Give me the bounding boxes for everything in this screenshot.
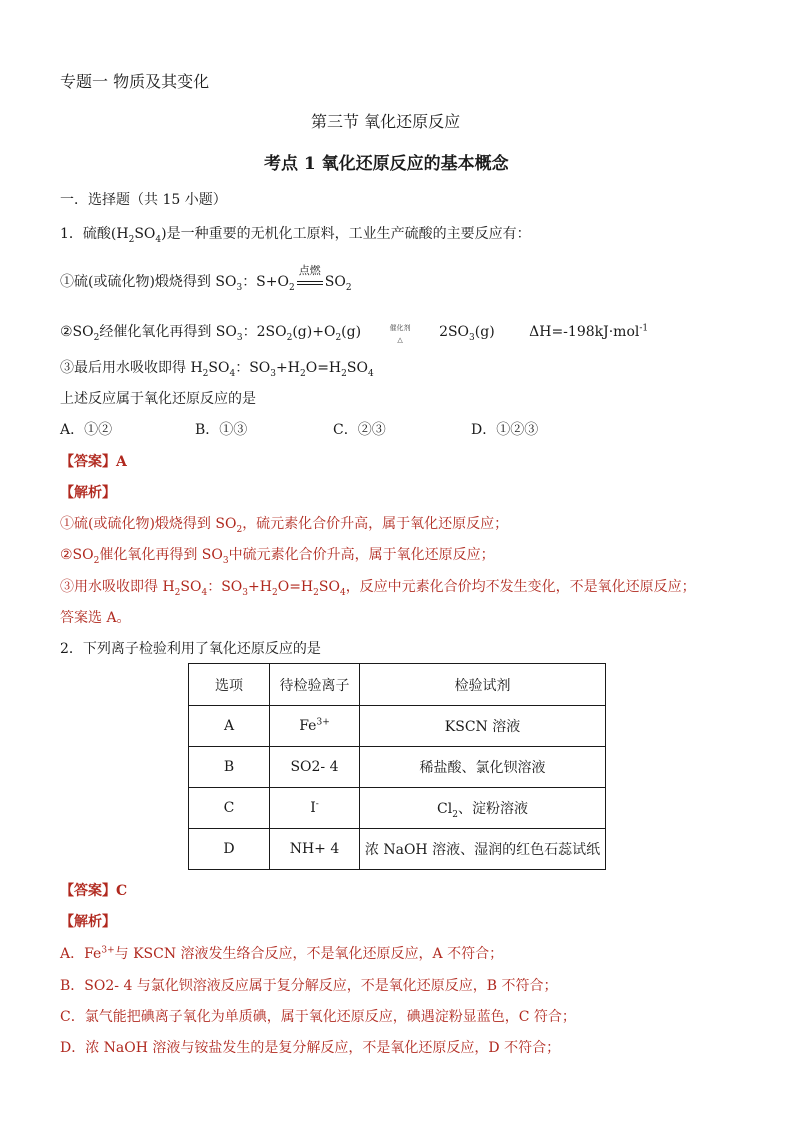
q1-option-d: D．①②③ xyxy=(471,422,539,438)
q1-stem: 1．硫酸$(H_2SO_4)$是一种重要的无机化工原料，工业生产硫酸的主要反应有： xyxy=(60,226,531,245)
q1-step3: ③最后用水吸收即得 $H_2SO_4$：$SO_3+H_2O=H_2SO_4$ xyxy=(60,360,374,379)
table-cell: I- xyxy=(270,788,360,829)
table-cell: KSCN 溶液 xyxy=(360,706,606,747)
table-cell: A xyxy=(189,706,270,747)
q1-answer: 【答案】A xyxy=(60,454,127,470)
q2-analysis-a: A．$Fe^{3+}$与 KSCN 溶液发生络合反应，不是氧化还原反应，A 不符合； xyxy=(60,945,504,962)
q1-analysis-2: $②SO_2$催化氧化再得到 $SO_3$中硫元素化合价升高，属于氧化还原反应； xyxy=(60,547,495,566)
q2-analysis-d: D．浓 NaOH 溶液与铵盐发生的是复分解反应，不是氧化还原反应，D 不符合； xyxy=(60,1040,561,1056)
table-row xyxy=(189,788,606,829)
table-cell: 浓 NaOH 溶液、湿润的红色石蕊试纸 xyxy=(360,829,606,870)
q1-question: 上述反应属于氧化还原反应的是 xyxy=(60,391,256,407)
q1-option-c: C．②③ xyxy=(333,422,386,438)
q1-analysis-label: 【解析】 xyxy=(60,485,116,501)
reaction-arrow: 点燃 xyxy=(295,273,325,291)
part-title: 一．选择题（共 15 小题） xyxy=(60,192,227,208)
table-cell: NH+ 4 xyxy=(270,829,360,870)
q2-analysis-b: B．SO2- 4 与氯化钡溶液反应属于复分解反应，不是氧化还原反应，B 不符合； xyxy=(60,978,558,994)
table-cell: $Cl_2$、淀粉溶液 xyxy=(360,788,606,829)
table-cell: D xyxy=(189,829,270,870)
q2-analysis-c: C．氯气能把碘离子氧化为单质碘，属于氧化还原反应，碘遇淀粉显蓝色，C 符合； xyxy=(60,1009,576,1025)
table-cell: C xyxy=(189,788,270,829)
table-row xyxy=(189,706,606,747)
point-title: 考点 1 氧化还原反应的基本概念 xyxy=(264,154,509,174)
ion-test-table xyxy=(188,663,606,870)
q1-analysis-1: ①硫(或硫化物)煅烧得到 $SO_2$，硫元素化合价升高，属于氧化还原反应； xyxy=(60,516,509,535)
table-row xyxy=(189,829,606,870)
table-cell: 稀盐酸、氯化钡溶液 xyxy=(360,747,606,788)
q1-option-a: A．①② xyxy=(60,422,113,438)
table-cell: B xyxy=(189,747,270,788)
table-header-row xyxy=(189,664,606,706)
table-cell: SO2- 4 xyxy=(270,747,360,788)
table-cell: $Fe^{3+}$ xyxy=(270,706,360,747)
q2-answer: 【答案】C xyxy=(60,883,128,899)
topic-title: 专题一 物质及其变化 xyxy=(60,72,210,91)
q1-option-b: B．①③ xyxy=(195,422,248,438)
q1-step1: ①硫(或硫化物)煅烧得到 $SO_3$：$S+O_2$ 点燃 $SO_2$ xyxy=(60,264,352,293)
table-header-cell: 选项 xyxy=(189,664,270,706)
section-title: 第三节 氧化还原反应 xyxy=(311,112,461,131)
q2-analysis-label: 【解析】 xyxy=(60,914,116,930)
table-header-cell: 检验试剂 xyxy=(360,664,606,706)
reversible-arrow: 催化剂 △ xyxy=(389,324,411,344)
table-header-cell: 待检验离子 xyxy=(270,664,360,706)
q2-stem: 2．下列离子检验利用了氧化还原反应的是 xyxy=(60,641,321,657)
q1-analysis-3: ③用水吸收即得 $H_2SO_4$：$SO_3+H_2O=H_2SO_4$，反应中元素化合价均不发生变化，不是氧化还原反应； xyxy=(60,579,696,598)
q1-step2: $②SO_2$经催化氧化再得到 $SO_3$：$2SO_2(g)+O_2(g)$ 催化剂 △ $2SO_3(g)$ ΔH=-198kJ·mol$^{-1}$ xyxy=(60,323,649,344)
q1-conclusion: 答案选 A。 xyxy=(60,610,131,626)
table-row xyxy=(189,747,606,788)
